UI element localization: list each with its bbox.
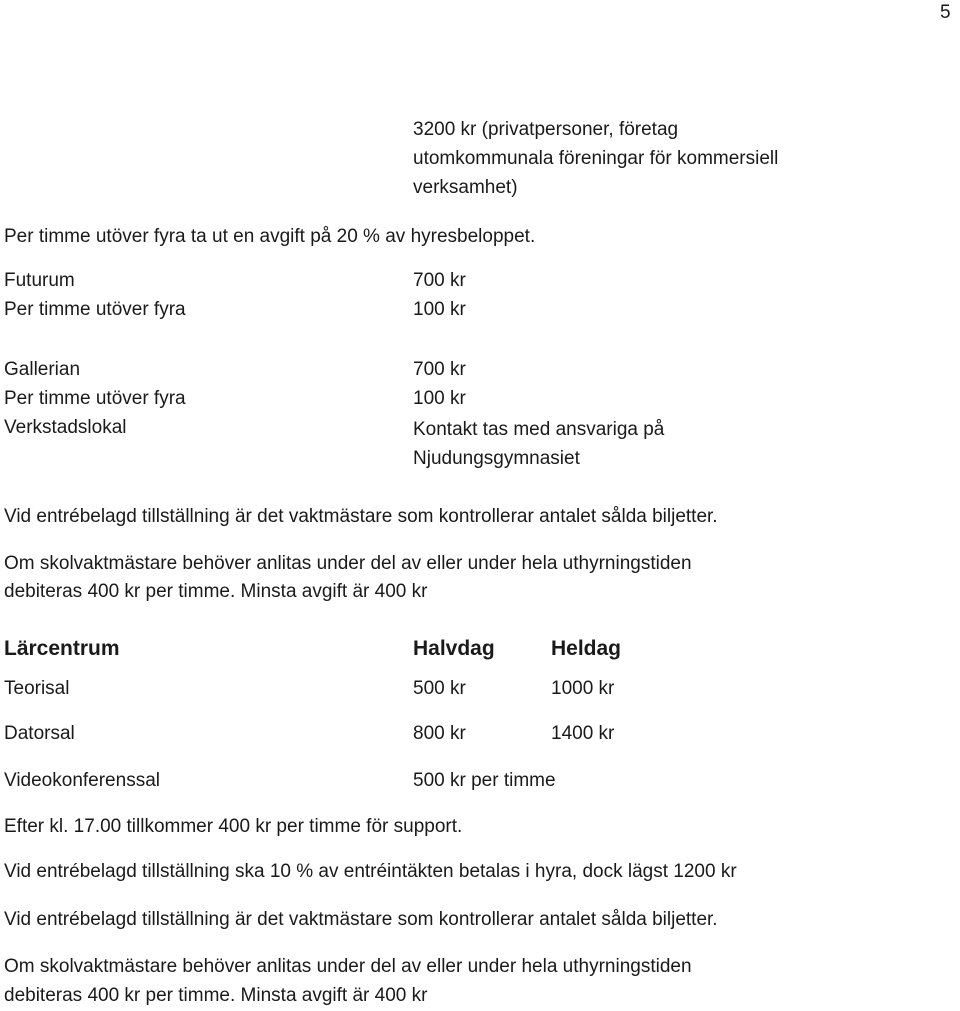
halvdag-header: Halvdag <box>413 637 495 660</box>
videokonferenssal-price: 500 kr per timme <box>413 770 556 791</box>
janitor-note-2-line2: debiteras 400 kr per timme. Minsta avgift är 400 kr <box>4 985 428 1006</box>
verkstad-label: Verkstadslokal <box>4 417 127 438</box>
janitor-note-1-line2: debiteras 400 kr per timme. Minsta avgift är 400 kr <box>4 581 428 602</box>
ticketed-note-1: Vid entrébelagd tillställning är det vaktmästare som kontrollerar antalet sålda biljetter. <box>4 506 718 527</box>
futurum-price: 700 kr <box>413 270 466 291</box>
page-number: 5 <box>940 2 951 23</box>
verkstad-contact-line2: Njudungsgymnasiet <box>413 448 580 469</box>
datorsal-heldag: 1400 kr <box>551 723 615 744</box>
gallerian-extra-label: Per timme utöver fyra <box>4 388 186 409</box>
gallerian-extra-price: 100 kr <box>413 388 466 409</box>
extra-hour-note: Per timme utöver fyra ta ut en avgift på 20 % av hyresbeloppet. <box>4 226 536 247</box>
datorsal-halvdag: 800 kr <box>413 723 466 744</box>
heldag-header: Heldag <box>551 637 622 660</box>
teorisal-label: Teorisal <box>4 678 70 699</box>
top-rate-line1: 3200 kr (privatpersoner, företag <box>413 119 679 140</box>
teorisal-halvdag: 500 kr <box>413 678 466 699</box>
teorisal-heldag: 1000 kr <box>551 678 615 699</box>
futurum-extra-price: 100 kr <box>413 299 466 320</box>
top-rate-line2: utomkommunala föreningar för kommersiell <box>413 148 779 169</box>
futurum-label: Futurum <box>4 270 75 291</box>
janitor-note-2-line1: Om skolvaktmästare behöver anlitas under del av eller under hela uthyrningstiden <box>4 956 692 977</box>
gallerian-price: 700 kr <box>413 359 466 380</box>
top-rate-line3: verksamhet) <box>413 177 518 198</box>
larcentrum-header: Lärcentrum <box>4 637 120 660</box>
ticketed-rent-note: Vid entrébelagd tillställning ska 10 % av entréintäkten betalas i hyra, dock lägst 1200 kr <box>4 861 737 882</box>
futurum-extra-label: Per timme utöver fyra <box>4 299 186 320</box>
datorsal-label: Datorsal <box>4 723 75 744</box>
janitor-note-1-line1: Om skolvaktmästare behöver anlitas under del av eller under hela uthyrningstiden <box>4 553 692 574</box>
videokonferenssal-label: Videokonferenssal <box>4 770 160 791</box>
gallerian-label: Gallerian <box>4 359 81 380</box>
ticketed-note-2: Vid entrébelagd tillställning är det vaktmästare som kontrollerar antalet sålda biljetter. <box>4 909 718 930</box>
support-note: Efter kl. 17.00 tillkommer 400 kr per timme för support. <box>4 816 463 837</box>
verkstad-contact-line1: Kontakt tas med ansvariga på <box>413 419 665 440</box>
